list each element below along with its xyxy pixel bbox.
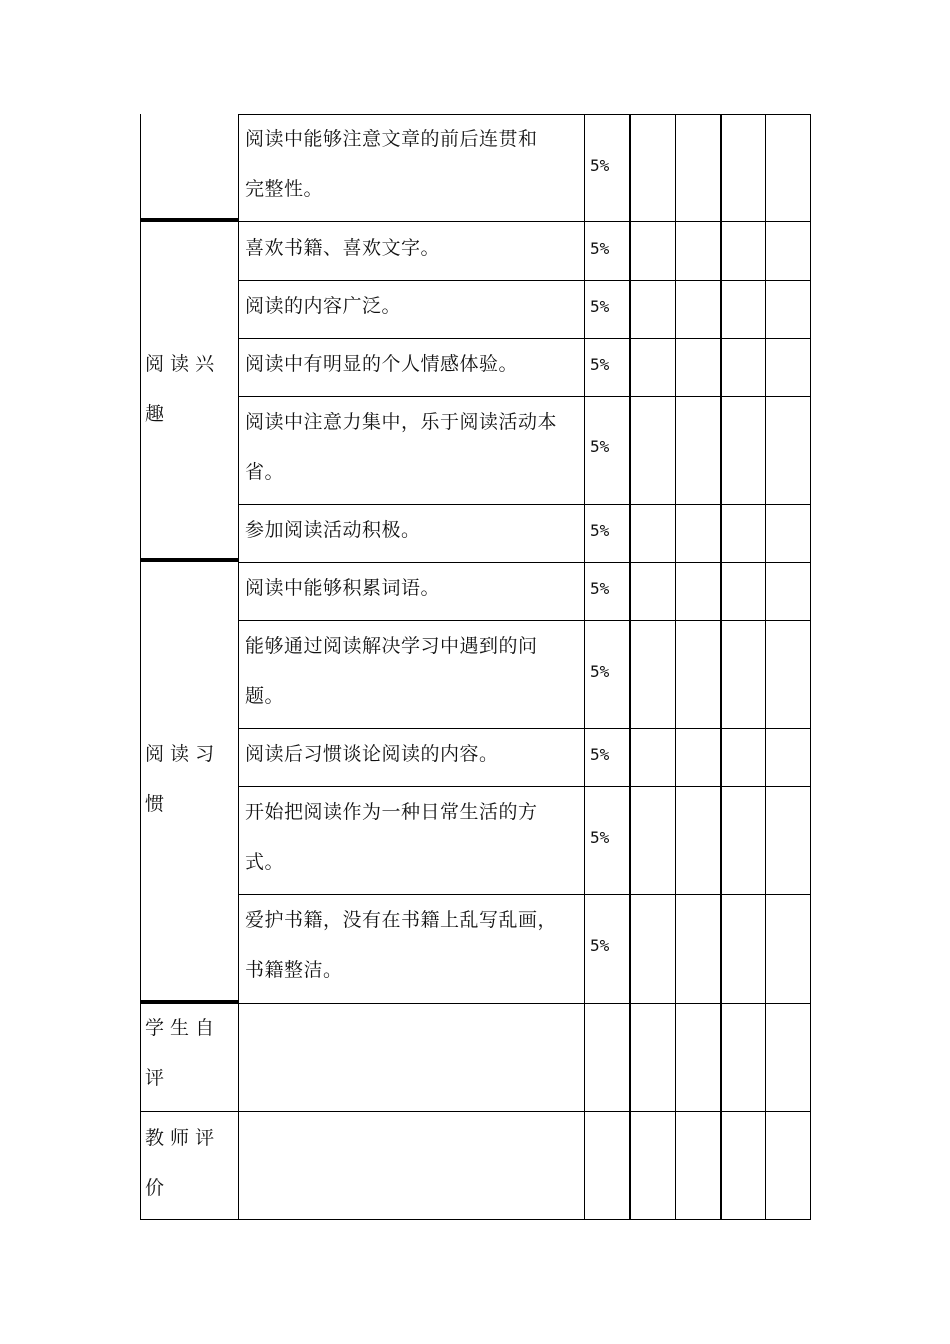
- criterion-text: 参加阅读活动积极。: [245, 519, 421, 541]
- table-border-bottom: [140, 1219, 811, 1220]
- criterion-text: 阅读中能够积累词语。: [245, 577, 441, 599]
- section-divider: [140, 558, 238, 562]
- criterion-text: 书籍整洁。: [245, 959, 343, 981]
- weight-value: 5%: [590, 579, 610, 598]
- row-divider: [238, 338, 811, 339]
- section-divider: [140, 218, 238, 222]
- row-divider: [238, 221, 811, 222]
- criterion-text: 阅读中有明显的个人情感体验。: [245, 353, 519, 375]
- criterion-text: 省。: [245, 461, 285, 483]
- criterion-text: 阅读的内容广泛。: [245, 295, 402, 317]
- criterion-text: 阅读中注意力集中，乐于阅读活动本: [245, 411, 558, 433]
- criterion-text: 开始把阅读作为一种日常生活的方: [245, 801, 538, 823]
- teacher-evaluation-label: 价: [145, 1177, 165, 1199]
- weight-value: 5%: [590, 828, 610, 847]
- weight-value: 5%: [590, 936, 610, 955]
- weight-value: 5%: [590, 239, 610, 258]
- self-evaluation-label: 学 生 自: [145, 1017, 215, 1039]
- row-divider: [238, 562, 811, 563]
- weight-value: 5%: [590, 745, 610, 764]
- weight-value: 5%: [590, 156, 610, 175]
- category-label: 趣: [145, 403, 165, 425]
- table-border-left: [140, 114, 141, 1220]
- criterion-text: 阅读中能够注意文章的前后连贯和: [245, 128, 538, 150]
- criterion-text: 能够通过阅读解决学习中遇到的问: [245, 635, 538, 657]
- category-label: 阅 读 习: [145, 743, 215, 765]
- category-label: 惯: [145, 793, 165, 815]
- criterion-text: 喜欢书籍、喜欢文字。: [245, 237, 441, 259]
- criterion-text: 式。: [245, 851, 285, 873]
- row-divider: [238, 786, 811, 787]
- weight-value: 5%: [590, 297, 610, 316]
- row-divider: [140, 1111, 811, 1112]
- category-label: 阅 读 兴: [145, 353, 215, 375]
- criterion-text: 完整性。: [245, 178, 324, 200]
- row-divider: [238, 620, 811, 621]
- teacher-evaluation-label: 教 师 评: [145, 1127, 215, 1149]
- row-divider: [238, 728, 811, 729]
- weight-value: 5%: [590, 355, 610, 374]
- evaluation-table: [140, 114, 811, 1220]
- row-divider: [238, 504, 811, 505]
- criterion-text: 爱护书籍，没有在书籍上乱写乱画，: [245, 909, 558, 931]
- weight-value: 5%: [590, 662, 610, 681]
- section-divider: [140, 1000, 238, 1004]
- weight-value: 5%: [590, 437, 610, 456]
- criterion-text: 题。: [245, 685, 285, 707]
- row-divider: [238, 114, 811, 115]
- row-divider: [238, 280, 811, 281]
- row-divider: [238, 396, 811, 397]
- weight-value: 5%: [590, 521, 610, 540]
- self-evaluation-label: 评: [145, 1067, 165, 1089]
- row-divider: [238, 894, 811, 895]
- row-divider: [238, 1003, 811, 1004]
- criterion-text: 阅读后习惯谈论阅读的内容。: [245, 743, 499, 765]
